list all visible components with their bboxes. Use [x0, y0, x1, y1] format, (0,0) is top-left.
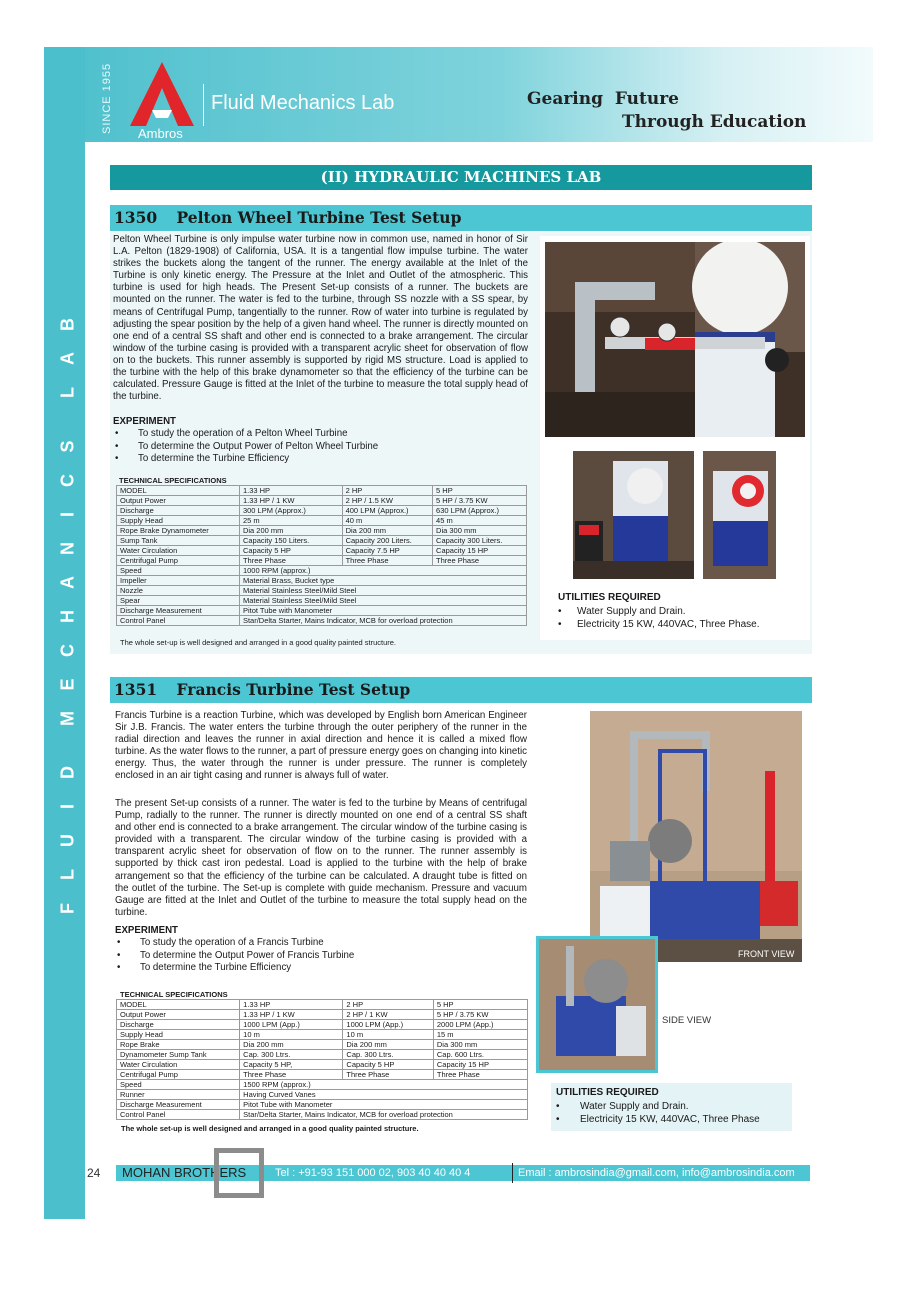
experiment-item: • To determine the Turbine Efficiency: [115, 962, 527, 975]
spec-cell: Capacity 7.5 HP: [342, 546, 432, 556]
spec-cell: 1000 RPM (approx.): [239, 566, 526, 576]
spec-cell: Pitot Tube with Manometer: [240, 1100, 528, 1110]
spec-cell: Capacity 150 Liters.: [239, 536, 342, 546]
spec-row: [117, 516, 527, 526]
sidebar-letter: M: [57, 711, 78, 726]
spec-cell: Speed: [117, 1080, 240, 1090]
spec-row: [117, 526, 527, 536]
product-1351-description: Francis Turbine is a reaction Turbine, which was developed by English born American Engineer Sir J.B. Francis. The water enters the turbine through the outer periphery of the runner in the radial direction and leaves the runner in axial direction and hence it is called a mixed flow turbine. As the water flows to the runner, a part of pressure energy goes on changing into kinetic energy. Thus, the water through the runner is under pressure. The runner is completely enclosed in an air tight casing and runner is always full of water.: [115, 710, 527, 782]
product-name: Pelton Wheel Turbine Test Setup: [176, 208, 462, 227]
spec-cell: Dia 200 mm: [239, 526, 342, 536]
product-code: 1350: [114, 208, 158, 227]
spec-cell: 40 m: [342, 516, 432, 526]
brand-name: Ambros: [138, 126, 183, 141]
spec-row: [117, 1050, 528, 1060]
spec-cell: 5 HP: [433, 486, 527, 496]
spec-row: [117, 1110, 528, 1120]
sidebar-letter: U: [57, 834, 78, 847]
spec-row: [117, 496, 527, 506]
spec-cell: Three Phase: [342, 556, 432, 566]
spec-cell: Capacity 300 Liters.: [433, 536, 527, 546]
spec-row: [117, 586, 527, 596]
experiment-item: • To determine the Output Power of Pelton Wheel Turbine: [113, 441, 528, 454]
spec-table-1351: [116, 999, 528, 1120]
sidebar-letter: D: [57, 766, 78, 779]
francis-side-photo: [536, 936, 658, 1073]
spec-cell: Runner: [117, 1090, 240, 1100]
product-note: The whole set-up is well designed and arranged in a good quality painted structure.: [121, 1124, 419, 1133]
spec-cell: Dia 200 mm: [240, 1040, 343, 1050]
spec-cell: 1.33 HP: [240, 1000, 343, 1010]
experiment-item: • To study the operation of a Pelton Wheel Turbine: [113, 428, 528, 441]
page-number: 24: [87, 1166, 101, 1180]
experiment-list: [113, 428, 528, 466]
sidebar-letter: C: [57, 644, 78, 657]
experiment-item: • To determine the Output Power of Francis Turbine: [115, 950, 527, 963]
spec-cell: Discharge: [117, 1020, 240, 1030]
product-title-1350: [110, 205, 812, 231]
pelton-photo-3: [703, 451, 776, 579]
spec-cell: 10 m: [240, 1030, 343, 1040]
side-view-label: SIDE VIEW: [662, 1015, 712, 1026]
spec-row: [117, 1020, 528, 1030]
spec-cell: 15 m: [433, 1030, 527, 1040]
spec-cell: Output Power: [117, 1010, 240, 1020]
spec-cell: Pitot Tube with Manometer: [239, 606, 526, 616]
product-1351-description-2: The present Set-up consists of a runner. The water is fed to the turbine by Means of centrifugal Pump, radially to the runner. The runner is directly mounted on one end of a central SS shaft and other end is connected to a brake arrangement. The circular window of the turbine casing is provided with a transparent. The circular window of the turbine casing is provided with a transparent acrylic sheet for observation of flow on to the runner. The runner assembly is supported by thick cast iron pedestal. Load is applied to the turbine with the help of brake arrangement so that the efficiency of the turbine can be calculated. A draught tube is fitted on the outlet of the turbine. The Set-up is complete with guide mechanism. Pressure and vacuum Gauge are fitted at the Inlet and Outlet of the turbine to measure the total supply head on the turbine.: [115, 798, 527, 918]
sidebar-letter: S: [57, 440, 78, 453]
spec-cell: Cap. 600 Ltrs.: [433, 1050, 527, 1060]
utility-item: • Water Supply and Drain.: [556, 1100, 796, 1113]
spec-row: [117, 1070, 528, 1080]
footer-square-mark: [214, 1148, 264, 1198]
spec-cell: Speed: [117, 566, 240, 576]
footer-separator: [512, 1163, 513, 1183]
spec-cell: 2 HP / 1 KW: [343, 1010, 433, 1020]
utilities-heading: UTILITIES REQUIRED: [558, 592, 661, 603]
spec-cell: 2 HP: [342, 486, 432, 496]
francis-front-photo: [590, 711, 802, 962]
spec-cell: Cap. 300 Ltrs.: [240, 1050, 343, 1060]
sidebar-letter: B: [57, 318, 78, 331]
sidebar-letter: A: [57, 352, 78, 365]
spec-cell: MODEL: [117, 1000, 240, 1010]
spec-cell: 5 HP: [433, 1000, 527, 1010]
spec-cell: Control Panel: [117, 616, 240, 626]
spec-cell: Capacity 15 HP: [433, 546, 527, 556]
spec-row: [117, 576, 527, 586]
company-name: MOHAN BROTHERS: [122, 1165, 247, 1180]
utility-item: • Electricity 15 KW, 440VAC, Three Phase.: [558, 618, 808, 631]
header-divider: [203, 84, 204, 126]
sidebar-letter: L: [57, 869, 78, 880]
spec-cell: Material Brass, Bucket type: [239, 576, 526, 586]
sidebar-letter: L: [57, 387, 78, 398]
spec-cell: Water Circulation: [117, 546, 240, 556]
spec-cell: 10 m: [343, 1030, 433, 1040]
spec-cell: MODEL: [117, 486, 240, 496]
front-view-label: FRONT VIEW: [738, 949, 795, 959]
spec-row: [117, 1100, 528, 1110]
product-note: The whole set-up is well designed and arranged in a good quality painted structure.: [120, 638, 397, 647]
spec-cell: Three Phase: [433, 556, 527, 566]
spec-cell: 2 HP / 1.5 KW: [342, 496, 432, 506]
product-title-1351: [110, 677, 812, 703]
spec-cell: 1.33 HP / 1 KW: [239, 496, 342, 506]
spec-row: [117, 506, 527, 516]
spec-cell: Cap. 300 Ltrs.: [343, 1050, 433, 1060]
spec-row: [117, 566, 527, 576]
spec-cell: Capacity 5 HP: [239, 546, 342, 556]
spec-cell: 45 m: [433, 516, 527, 526]
sidebar-letter: H: [57, 610, 78, 623]
sidebar-letter: C: [57, 474, 78, 487]
spec-cell: 400 LPM (Approx.): [342, 506, 432, 516]
spec-row: [117, 1060, 528, 1070]
spec-cell: Discharge: [117, 506, 240, 516]
spec-cell: Material Stainless Steel/Mild Steel: [239, 596, 526, 606]
spec-cell: 1000 LPM (App.): [240, 1020, 343, 1030]
spec-row: [117, 606, 527, 616]
tagline-line-1: Gearing Future: [527, 89, 679, 109]
spec-cell: Having Curved Vanes: [240, 1090, 528, 1100]
experiment-item: • To study the operation of a Francis Turbine: [115, 937, 527, 950]
spec-row: [117, 616, 527, 626]
spec-cell: Capacity 15 HP: [433, 1060, 527, 1070]
spec-cell: Centrifugal Pump: [117, 556, 240, 566]
spec-cell: 1500 RPM (approx.): [240, 1080, 528, 1090]
spec-cell: 300 LPM (Approx.): [239, 506, 342, 516]
spec-cell: Spear: [117, 596, 240, 606]
experiment-heading: EXPERIMENT: [115, 925, 178, 936]
spec-cell: 1.33 HP: [239, 486, 342, 496]
pelton-main-photo: [545, 242, 805, 437]
utilities-heading: UTILITIES REQUIRED: [556, 1087, 659, 1098]
spec-cell: Three Phase: [433, 1070, 527, 1080]
spec-cell: Sump Tank: [117, 536, 240, 546]
sidebar-letter: I: [57, 804, 78, 810]
spec-cell: Capacity 5 HP: [343, 1060, 433, 1070]
spec-cell: Three Phase: [240, 1070, 343, 1080]
experiment-list: [115, 937, 527, 975]
spec-row: [117, 1010, 528, 1020]
experiment-item: • To determine the Turbine Efficiency: [113, 453, 528, 466]
spec-cell: Star/Delta Starter, Mains Indicator, MCB for overload protection: [240, 1110, 528, 1120]
spec-cell: Material Stainless Steel/Mild Steel: [239, 586, 526, 596]
lab-title: Fluid Mechanics Lab: [211, 92, 395, 114]
sidebar-letter: F: [57, 903, 78, 914]
sidebar-letter: A: [57, 576, 78, 589]
spec-cell: Dia 200 mm: [342, 526, 432, 536]
spec-row: [117, 1090, 528, 1100]
sidebar-letter: N: [57, 542, 78, 555]
footer-phone: Tel : +91-93 151 000 02, 903 40 40 40 4: [275, 1167, 471, 1179]
spec-cell: Star/Delta Starter, Mains Indicator, MCB for overload protection: [239, 616, 526, 626]
experiment-heading: EXPERIMENT: [113, 416, 176, 427]
spec-row: [117, 1040, 528, 1050]
sidebar-letter: I: [57, 512, 78, 518]
footer-email: Email : ambrosindia@gmail.com, info@ambrosindia.com: [518, 1167, 795, 1179]
spec-row: [117, 1030, 528, 1040]
spec-cell: 1.33 HP / 1 KW: [240, 1010, 343, 1020]
spec-cell: Supply Head: [117, 1030, 240, 1040]
spec-cell: Discharge Measurement: [117, 606, 240, 616]
spec-cell: Capacity 5 HP,: [240, 1060, 343, 1070]
spec-cell: Output Power: [117, 496, 240, 506]
product-1350-description: Pelton Wheel Turbine is only impulse water turbine now in common use, named in honor of Sir L.A. Pelton (1829-1908) of California, USA. It is a tangential flow impulse turbine. The water strikes the buckets along the tangent of the runner. The energy available at the Inlet of the Turbine is only kinetic energy. The Pressure at the Inlet and Outlet of the atmospheric. This turbine is used for high heads. The Present Set-up consists of a runner. The buckets are mounted on the runner. The water is fed to the turbine, through SS nozzle with a SS spear, by means of Centrifugal Pump, tangentially to the runner. Row of water into turbine is regulated by adjusting the spear position by the help of a given hand wheel. The runner is directly mounted on one end of a central SS shaft and other end is connected to a brake arrangement. The circular window of the turbine casing is provided with a transparent acrylic sheet for observation of flow on to the buckets. This runner assembly is supported by rigid MS structure. Load is applied to the turbine with the help of this brake dynamometer so that the efficiency of the turbine can be calculated. Pressure Gauge is fitted at the Inlet of the turbine to measure the total supply head of the turbine.: [113, 234, 528, 403]
spec-cell: Impeller: [117, 576, 240, 586]
spec-cell: Water Circulation: [117, 1060, 240, 1070]
product-code: 1351: [114, 680, 158, 699]
tagline-line-2: Through Education: [622, 112, 807, 132]
spec-cell: Three Phase: [239, 556, 342, 566]
spec-row: [117, 546, 527, 556]
spec-cell: 1000 LPM (App.): [343, 1020, 433, 1030]
spec-heading: TECHNICAL SPECIFICATIONS: [120, 990, 228, 999]
spec-cell: Dia 300 mm: [433, 1040, 527, 1050]
spec-row: [117, 556, 527, 566]
spec-cell: Control Panel: [117, 1110, 240, 1120]
spec-cell: 2 HP: [343, 1000, 433, 1010]
spec-cell: Discharge Measurement: [117, 1100, 240, 1110]
spec-cell: Dia 200 mm: [343, 1040, 433, 1050]
utilities-list: [558, 605, 808, 631]
spec-cell: Dynamometer Sump Tank: [117, 1050, 240, 1060]
spec-row: [117, 1080, 528, 1090]
spec-heading: TECHNICAL SPECIFICATIONS: [119, 476, 227, 485]
spec-cell: Dia 300 mm: [433, 526, 527, 536]
spec-row: [117, 1000, 528, 1010]
spec-cell: Capacity 200 Liters.: [342, 536, 432, 546]
spec-cell: 5 HP / 3.75 KW: [433, 1010, 527, 1020]
spec-row: [117, 486, 527, 496]
spec-table-1350: [116, 485, 527, 626]
pelton-photo-2: [573, 451, 694, 579]
utility-item: • Water Supply and Drain.: [558, 605, 808, 618]
spec-cell: Three Phase: [343, 1070, 433, 1080]
spec-cell: 630 LPM (Approx.): [433, 506, 527, 516]
spec-cell: Rope Brake Dynamometer: [117, 526, 240, 536]
sidebar-letter: E: [57, 678, 78, 691]
spec-cell: Rope Brake: [117, 1040, 240, 1050]
spec-cell: 5 HP / 3.75 KW: [433, 496, 527, 506]
sidebar-title: [56, 290, 80, 914]
spec-cell: Supply Head: [117, 516, 240, 526]
spec-cell: Centrifugal Pump: [117, 1070, 240, 1080]
spec-cell: 25 m: [239, 516, 342, 526]
utilities-list: [556, 1100, 796, 1126]
spec-cell: 2000 LPM (App.): [433, 1020, 527, 1030]
utility-item: • Electricity 15 KW, 440VAC, Three Phase: [556, 1113, 796, 1126]
since-label: SINCE 1955: [101, 62, 113, 134]
spec-row: [117, 536, 527, 546]
spec-cell: Nozzle: [117, 586, 240, 596]
spec-row: [117, 596, 527, 606]
product-name: Francis Turbine Test Setup: [176, 680, 411, 699]
section-title: (II) HYDRAULIC MACHINES LAB: [110, 165, 812, 190]
